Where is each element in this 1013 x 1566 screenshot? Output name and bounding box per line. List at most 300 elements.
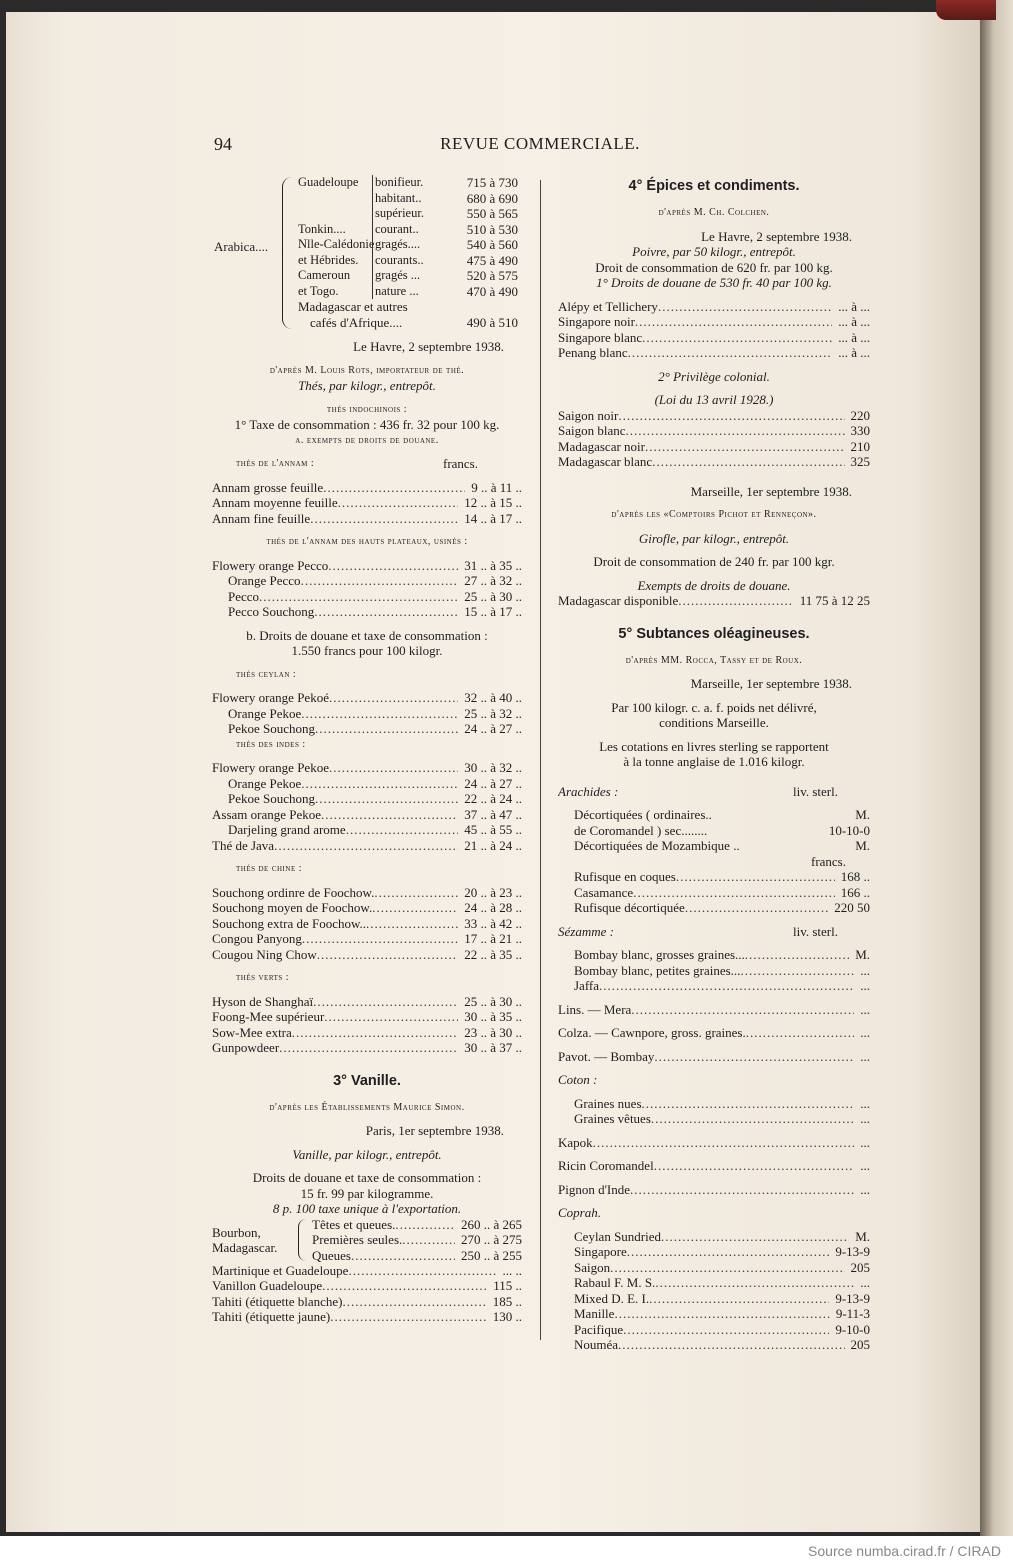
list-item (558, 299, 870, 315)
bourbon-label-1: Bourbon, (212, 1224, 261, 1240)
running-title: REVUE COMMERCIALE. (440, 134, 640, 153)
arachides-heading: Arachides : (558, 783, 619, 799)
arabica-origin: Guadeloupe (298, 175, 359, 189)
list-item (558, 807, 870, 823)
vanille-unit: Vanille, par kilogr., entrepôt. (292, 1146, 442, 1162)
dot-leader (301, 573, 459, 589)
item-price: 9 .. à 11 .. (471, 479, 522, 495)
item-price: 24 .. à 28 .. (464, 900, 522, 915)
item-name: Nouméa (574, 1337, 619, 1352)
dot-leader (651, 1111, 854, 1127)
item-name: Colza. — Cawnpore, gross. graines. (558, 1025, 746, 1040)
item-name: Foong-Mee supérieur (212, 1009, 325, 1024)
rocca-source: d'après MM. Rocca, Tassy et de Roux. (625, 654, 803, 666)
par100-line2: conditions Marseille. (659, 715, 769, 730)
item-price: 220 (850, 407, 870, 423)
item-name: Rufisque décortiquée (574, 900, 685, 915)
item-price: 9-11-3 (835, 1306, 870, 1321)
arabica-row (298, 253, 522, 269)
list-item (558, 1322, 870, 1338)
list-item (212, 776, 522, 792)
dot-leader (635, 314, 832, 330)
dot-leader (366, 916, 458, 932)
list-item (558, 314, 870, 330)
dot-leader (685, 900, 828, 916)
list-item (558, 869, 870, 885)
coprah-heading: Coprah. (558, 1205, 601, 1220)
list-item (558, 345, 870, 361)
list-item (558, 900, 870, 916)
thes-unit: Thés, par kilogr., entrepôt. (298, 378, 436, 393)
item-price: 37 .. à 47 .. (464, 806, 522, 822)
list-item (558, 838, 870, 854)
verts-list (212, 994, 522, 1056)
list-item (558, 454, 870, 470)
item-price: 30 .. à 37 .. (464, 1040, 522, 1055)
list-item (212, 511, 522, 527)
dot-leader (323, 480, 465, 496)
poivre-unit: Poivre, par 50 kilogr., entrepôt. (632, 244, 796, 259)
item-price: M. (855, 807, 870, 822)
dot-leader (628, 345, 833, 361)
source-credit: Source numba.cirad.fr / CIRAD (808, 1543, 1001, 1559)
item-name: Décortiquées ( ordinaires.. (574, 807, 712, 822)
item-name: Gunpowdeer (212, 1040, 280, 1055)
list-item (558, 1182, 870, 1198)
indes-list (212, 760, 522, 853)
taxe-line: 1° Taxe de consommation : 436 fr. 32 pour 100 kg. (234, 417, 500, 432)
dot-leader (614, 1306, 829, 1322)
dot-leader (642, 330, 832, 346)
item-price: 14 .. à 17 .. (464, 510, 522, 526)
dot-leader (402, 1232, 455, 1248)
item-price: 166 .. (840, 884, 870, 900)
list-item (212, 480, 522, 496)
droits-b-line1: b. Droits de douane et taxe de consommation : (246, 627, 488, 643)
item-price: ... (860, 1275, 870, 1290)
list-item (558, 1049, 870, 1065)
item-name: Queues (312, 1247, 351, 1263)
epices-title: 4° Épices et condiments. (628, 178, 800, 194)
girofle-droit: Droit de consommation de 240 fr. par 100 kgr. (593, 554, 835, 569)
item-name: Singapore blanc (558, 329, 643, 345)
dot-leader (630, 1182, 854, 1198)
item-name: Tahiti (étiquette jaune) (212, 1309, 331, 1324)
list-item (212, 822, 522, 838)
list-item (212, 916, 522, 932)
item-price: ... (860, 1111, 870, 1126)
item-price: 130 .. (492, 1309, 522, 1324)
item-name: Kapok (558, 1134, 593, 1150)
annam-heading: thés de l'annam : (236, 458, 315, 469)
arabica-price: 540 à 560 (466, 237, 518, 252)
item-price: ... (860, 1181, 870, 1197)
dot-leader (301, 776, 458, 792)
bourbon-label-2: Madagascar. (212, 1239, 278, 1255)
list-item (212, 1294, 522, 1310)
item-name: Madagascar noir (558, 438, 645, 454)
arabica-price: 470 à 490 (466, 283, 518, 299)
item-price: 24 .. à 27 .. (464, 721, 522, 736)
exempts-heading: a. exempts de droits de douane. (295, 434, 439, 446)
list-item (558, 1337, 870, 1353)
item-price: ... (860, 978, 870, 993)
arabica-price: 510 à 530 (466, 221, 518, 237)
item-name: Sow-Mee extra (212, 1024, 292, 1040)
list-item (558, 1260, 870, 1276)
item-price: 23 .. à 30 .. (464, 1024, 522, 1040)
dot-leader (372, 900, 458, 916)
item-price: 185 .. (492, 1293, 522, 1309)
item-name: Premières seules. (312, 1232, 403, 1247)
dot-leader (301, 706, 458, 722)
arabica-origin: et Togo. (298, 283, 339, 298)
arabica-price: 715 à 730 (466, 175, 518, 190)
arabica-row (298, 268, 522, 284)
dot-leader (317, 947, 458, 963)
arabica-price: 680 à 690 (466, 190, 518, 206)
arabica-price: 520 à 575 (466, 268, 518, 283)
item-name: Mixed D. E. I. (574, 1290, 650, 1306)
item-name: Pecco (228, 588, 260, 604)
item-price: 325 (850, 454, 870, 469)
page-number: 94 (214, 134, 232, 154)
list-item (212, 791, 522, 807)
rots-source: d'après M. Louis Rots, importateur de thé. (269, 364, 465, 376)
item-price: 11 75 à 12 25 (799, 593, 870, 608)
dot-leader (645, 439, 845, 455)
list-item (558, 947, 870, 963)
arabica-quality: nature ... (372, 284, 455, 300)
item-price: 9-13-9 (835, 1290, 870, 1306)
item-name: Orange Pecco (228, 573, 301, 588)
dot-leader (315, 791, 458, 807)
item-name: Pacifique (574, 1321, 624, 1337)
arabica-quality: gragés.... (372, 237, 455, 253)
item-price: ... (860, 1025, 870, 1040)
item-price: 330 (850, 423, 870, 438)
list-item (558, 1002, 870, 1018)
list-item (212, 1040, 522, 1056)
francs-label: francs. (442, 456, 478, 471)
next-page-edge (980, 0, 1013, 1536)
item-name: Martinique et Guadeloupe (212, 1262, 349, 1278)
item-name: Annam grosse feuille (212, 479, 324, 495)
item-name: Rabaul F. M. S. (574, 1275, 656, 1290)
dot-leader (351, 1248, 455, 1264)
vanille-others-list (212, 1263, 522, 1325)
item-name: Rufisque en coques (574, 869, 676, 884)
pignon-row (558, 1182, 870, 1198)
arabica-label: Arabica.... (214, 239, 269, 254)
dot-leader (342, 1294, 486, 1310)
annam-list (212, 480, 522, 527)
list-item (212, 931, 522, 947)
item-name: Flowery orange Pekoe (212, 760, 329, 775)
item-price: 9-10-0 (835, 1321, 870, 1337)
item-name: Flowery orange Pekoé (212, 690, 329, 705)
item-name: Bombay blanc, petites graines... (574, 962, 741, 978)
arabica-madagascar-row (298, 315, 522, 331)
right-column (558, 175, 870, 1353)
verts-heading: thés verts : (236, 972, 290, 983)
list-item (212, 1309, 522, 1325)
dot-leader (627, 1244, 830, 1260)
dot-leader (259, 589, 458, 605)
arabica-quality: courant.. (372, 222, 455, 238)
dot-leader (292, 1025, 458, 1041)
dot-leader (314, 604, 458, 620)
list-item (558, 439, 870, 455)
item-price: 20 .. à 23 .. (464, 884, 522, 900)
dot-leader (310, 511, 458, 527)
item-name: Souchong extra de Foochow.. (212, 915, 367, 931)
item-price: 45 .. à 55 .. (464, 822, 522, 837)
arabica-madagascar-line2: cafés d'Afrique.... (310, 314, 403, 330)
dot-leader (274, 838, 458, 854)
item-name: Graines vêtues (574, 1111, 651, 1126)
francs-row (558, 854, 870, 870)
list-item (558, 408, 870, 424)
item-price: 220 50 (834, 900, 870, 915)
list-item (558, 1135, 870, 1151)
item-name: Flowery orange Pecco (212, 557, 329, 573)
item-name: Singapore noir (558, 314, 635, 329)
vanille-droits-line2: 15 fr. 99 par kilogramme. (300, 1185, 434, 1201)
dot-leader (322, 1278, 487, 1294)
arabica-price: 475 à 490 (466, 252, 518, 268)
item-price: 9-13-9 (835, 1244, 870, 1259)
list-item (212, 900, 522, 916)
colchen-source: d'après M. Ch. Colchen. (658, 207, 770, 218)
item-price: 31 .. à 35 .. (464, 557, 522, 573)
arachides-heading-row (558, 784, 870, 800)
item-price: 25 .. à 32 .. (464, 705, 522, 721)
item-price: ... à ... (838, 314, 870, 329)
arabica-brace (282, 177, 293, 329)
list-item (212, 1009, 522, 1025)
item-price: 33 .. à 42 .. (464, 915, 522, 931)
list-item (212, 558, 522, 574)
book-cover-edge (936, 0, 996, 20)
list-item (558, 885, 870, 901)
bourbon-brace (298, 1219, 307, 1261)
arabica-price: 550 à 565 (466, 206, 518, 221)
item-name: Casamance (574, 884, 634, 900)
item-price: ... à ... (838, 329, 870, 345)
item-name: Pekoe Souchong (228, 791, 316, 806)
item-price: 21 .. à 24 .. (464, 837, 522, 853)
list-item (212, 706, 522, 722)
item-name: Alépy et Tellichery (558, 298, 658, 314)
dot-leader (348, 1263, 496, 1279)
dot-leader (654, 1158, 855, 1174)
list-item (558, 1244, 870, 1260)
item-name: Jaffa (574, 978, 600, 993)
vanille-title: 3° Vanille. (333, 1072, 401, 1089)
arabica-row (298, 206, 522, 222)
dot-leader (623, 1322, 829, 1338)
list-item (558, 1306, 870, 1322)
item-price: 30 .. à 32 .. (464, 760, 522, 775)
item-price: ... .. (502, 1262, 522, 1278)
girofle-exempts: Exempts de droits de douane. (637, 577, 791, 593)
ceylan-heading: thés ceylan : (236, 668, 297, 680)
arachides-list-2 (558, 869, 870, 916)
sezamme-list (558, 947, 870, 994)
list-item (312, 1248, 522, 1264)
dot-leader (315, 721, 458, 737)
dot-leader (279, 1040, 458, 1056)
item-price: 15 .. à 17 .. (464, 604, 522, 619)
item-name: Congou Panyong (212, 931, 302, 946)
list-item (212, 994, 522, 1010)
item-name: Singapore (574, 1244, 627, 1259)
vanille-droits-line1: Droits de douane et taxe de consommation : (252, 1170, 482, 1185)
item-name: Pekoe Souchong (228, 721, 316, 736)
dot-leader (740, 963, 854, 979)
item-price: 205 (850, 1259, 870, 1275)
item-price: ... (860, 1134, 870, 1150)
singles-list (558, 1002, 870, 1073)
arabica-row (298, 175, 522, 191)
list-item (212, 838, 522, 854)
liv-sterl-label: liv. sterl. (792, 783, 838, 799)
item-name: Souchong moyen de Foochow. (212, 900, 373, 915)
dot-leader (329, 760, 458, 776)
simon-source: d'après les Établissements Maurice Simon. (269, 1101, 465, 1113)
dot-leader (661, 1229, 849, 1245)
pichot-source: d'après les «Comptoirs Pichot et Renneçon». (611, 509, 817, 520)
list-item (558, 1025, 870, 1041)
chine-list (212, 885, 522, 963)
list-item (212, 947, 522, 963)
item-name: Annam fine feuille (212, 510, 311, 526)
vanille-taxe: 8 p. 100 taxe unique à l'exportation. (272, 1201, 462, 1216)
arabica-quality: gragés ... (372, 268, 455, 284)
arabica-row (298, 284, 522, 300)
list-item (212, 1263, 522, 1279)
dot-leader (324, 1009, 458, 1025)
item-price: 25 .. à 30 .. (464, 588, 522, 604)
dot-leader (599, 978, 854, 994)
item-name: Graines nues (574, 1095, 642, 1111)
item-price: ... (860, 962, 870, 978)
dot-leader (678, 593, 793, 609)
dot-leader (649, 1291, 829, 1307)
item-price: 32 .. à 40 .. (464, 690, 522, 705)
indochinois-heading: thés indochinois : (326, 403, 408, 415)
privilege: 2° Privilège colonial. (658, 368, 770, 384)
chine-heading: thés de chine : (236, 863, 302, 874)
list-item (558, 423, 870, 439)
item-price: 115 .. (493, 1278, 522, 1293)
arachides-list-1 (558, 807, 870, 854)
dot-leader (676, 869, 835, 885)
list-item (212, 807, 522, 823)
list-item (558, 1111, 870, 1127)
havre-date-right: Le Havre, 2 septembre 1938. (701, 228, 852, 244)
coton-list (558, 1096, 870, 1127)
dot-leader (338, 495, 459, 511)
girofle-list (558, 593, 870, 609)
loi: (Loi du 13 avril 1928.) (654, 392, 774, 407)
item-price: 25 .. à 30 .. (464, 993, 522, 1009)
liv-sterl-label-2: liv. sterl. (792, 923, 838, 939)
dot-leader (328, 558, 458, 574)
list-item (558, 1158, 870, 1174)
arabica-quality: habitant.. (372, 191, 455, 207)
annam-heading-row (212, 456, 522, 472)
arabica-block (212, 175, 522, 331)
item-price: 22 .. à 24 .. (464, 791, 522, 806)
item-name: Ricin Coromandel (558, 1158, 654, 1173)
item-name: Annam moyenne feuille (212, 495, 338, 510)
girofle-unit: Girofle, par kilogr., entrepôt. (638, 530, 790, 546)
item-name: Thé de Java (212, 837, 275, 853)
list-item (212, 760, 522, 776)
arabica-madagascar-line1: Madagascar et autres (298, 299, 408, 314)
arabica-origin: Tonkin.... (298, 221, 346, 236)
list-item (312, 1217, 522, 1233)
item-price: M. (855, 1228, 870, 1244)
item-name: Madagascar blanc (558, 454, 653, 469)
marseille-date-2: Marseille, 1er septembre 1938. (690, 676, 852, 691)
list-item (558, 593, 870, 609)
item-name: Orange Pekoe (228, 775, 302, 791)
item-price: 168 .. (840, 869, 870, 884)
item-name: Tahiti (étiquette blanche) (212, 1293, 343, 1309)
dot-leader (618, 408, 844, 424)
arabica-quality: supérieur. (372, 206, 455, 222)
dot-leader (655, 1275, 854, 1291)
item-name: Pignon d'Inde (558, 1181, 631, 1197)
list-item (212, 573, 522, 589)
item-price: 24 .. à 27 .. (464, 775, 522, 791)
arabica-rows (298, 175, 522, 330)
arabica-quality: courants.. (372, 253, 455, 269)
dot-leader (626, 423, 845, 439)
cotations-line2: à la tonne anglaise de 1.016 kilogr. (623, 754, 805, 769)
item-price: ... (860, 1095, 870, 1111)
item-price: ... à ... (838, 298, 870, 314)
item-price: 30 .. à 35 .. (464, 1009, 522, 1024)
list-item (558, 823, 870, 839)
item-name: Cougou Ning Chow (212, 946, 317, 962)
arabica-row (298, 237, 522, 253)
bourbon-list (312, 1217, 522, 1264)
oleagineuses-title: 5° Subtances oléagineuses. (618, 625, 810, 642)
column-divider (540, 180, 541, 1340)
list-item (558, 1096, 870, 1112)
list-item (558, 1275, 870, 1291)
droits-b-line2: 1.550 francs pour 100 kilogr. (291, 643, 443, 658)
item-name: Madagascar disponible (558, 593, 679, 608)
arabica-madagascar-price: 490 à 510 (466, 314, 518, 330)
list-item (212, 1278, 522, 1294)
sezamme-heading-row (558, 924, 870, 940)
dot-leader (313, 994, 458, 1010)
item-name: Souchong ordinre de Foochow. (212, 884, 375, 900)
left-column (212, 175, 522, 1325)
item-price: 10-10-0 (828, 822, 870, 838)
list-item (212, 495, 522, 511)
list-item (212, 721, 522, 737)
dot-leader (610, 1260, 844, 1276)
dot-leader (618, 1337, 844, 1353)
dot-leader (658, 299, 832, 315)
francs-label-right: francs. (810, 853, 846, 869)
